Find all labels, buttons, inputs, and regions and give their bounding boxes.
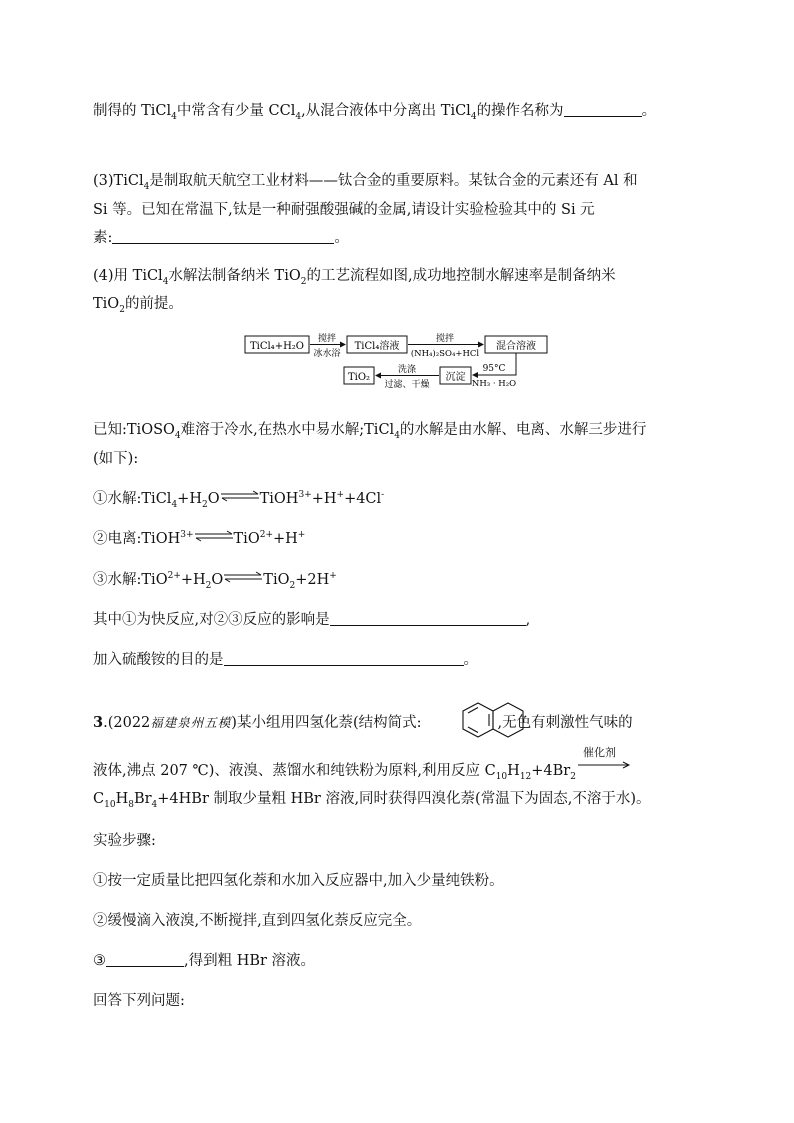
flow-arrow-2 — [408, 332, 483, 359]
superscript: - — [381, 490, 385, 501]
equation-2 — [93, 529, 305, 549]
text-segment: (3)TiCl — [93, 173, 144, 189]
text-segment: O — [211, 572, 224, 588]
flow-arrow-label-top: 洗涤 — [397, 365, 417, 375]
equilibrium-arrow-icon — [223, 571, 263, 583]
subscript: 4 — [171, 499, 178, 510]
text-segment: TiOH — [259, 491, 299, 507]
subscript: 4 — [295, 111, 302, 122]
text-segment: 其中①为快反应,对②③反应的影响是 — [93, 612, 330, 628]
flow-arrow-label-top: 搅拌 — [317, 334, 337, 344]
text-segment: ③ — [93, 953, 106, 969]
flow-box-precipitate — [440, 367, 471, 384]
purpose-question — [93, 650, 478, 670]
tetrahydronaphthalene-structure-icon — [460, 700, 534, 746]
reaction-arrow-icon — [576, 757, 632, 777]
known-line-1 — [93, 420, 646, 440]
flow-box-label: 混合溶液 — [496, 341, 536, 352]
subscript: 4 — [470, 111, 477, 122]
answer-blank[interactable] — [330, 611, 526, 626]
answer-blank[interactable] — [112, 229, 334, 244]
flow-arrow-label-top: 搅拌 — [435, 334, 455, 344]
text-segment: ③水解:TiO — [93, 572, 168, 588]
text-segment: ②缓慢滴入液溴,不断搅拌,直到四氢化萘反应完全。 — [93, 913, 422, 929]
catalyst-label: 催化剂 — [582, 746, 616, 759]
text-segment: +2H — [295, 572, 330, 588]
text-segment: 某小组用四氢化萘(结构简式: — [236, 715, 422, 731]
flow-arrow-label-bottom: 过滤、干燥 — [384, 380, 430, 390]
answer-blank[interactable] — [106, 952, 184, 967]
superscript: + — [297, 530, 306, 541]
equation-1 — [93, 489, 384, 509]
step-3 — [93, 951, 315, 971]
step-2 — [93, 911, 421, 931]
text-segment: 。 — [641, 103, 657, 119]
text-segment: +H — [273, 531, 298, 547]
text-segment: ①按一定质量比把四氢化萘和水加入反应器中,加入少量纯铁粉。 — [93, 873, 504, 889]
flow-box-label: TiCl₄溶液 — [354, 341, 400, 352]
subscript: 4 — [174, 430, 181, 441]
subscript: 2 — [570, 771, 576, 782]
text-segment: TiO — [233, 531, 260, 547]
text-segment: ②电离:TiOH — [93, 531, 181, 547]
text-segment: 中常含有少量 CCl — [176, 103, 296, 119]
subscript: 4 — [171, 111, 177, 122]
text-segment: 的前提。 — [124, 296, 183, 312]
text-segment: (4)用 TiCl — [93, 268, 163, 284]
text-segment: 。 — [463, 652, 478, 668]
catalyst-arrow — [576, 746, 632, 777]
text-segment: H — [507, 763, 520, 779]
subscript: 4 — [151, 799, 158, 810]
q3-line-3 — [93, 228, 349, 248]
text-segment: +H — [311, 491, 337, 507]
text-segment: +4HBr 制取少量粗 HBr 溶液,同时获得四溴化萘(常温下为固态,不溶于水)。 — [157, 791, 651, 807]
text-segment: 实验步骤: — [93, 833, 156, 849]
superscript: 3+ — [298, 490, 312, 501]
equilibrium-arrow-icon — [194, 530, 234, 542]
text-segment: .( — [103, 715, 114, 731]
effect-question — [93, 610, 530, 630]
subscript: 2 — [300, 276, 307, 287]
question-source: 福建泉州五模 — [150, 715, 232, 730]
text-segment: +4Br — [531, 763, 571, 779]
flow-box-mixed-solution — [485, 336, 547, 353]
text-segment: , — [525, 612, 531, 628]
flow-arrow-1 — [310, 332, 345, 359]
q3-line-1 — [93, 171, 638, 191]
flow-box-label: 沉淀 — [445, 372, 466, 383]
text-segment: +4Cl — [344, 491, 382, 507]
flow-box-ticl4-solution — [347, 336, 407, 353]
subscript: 4 — [162, 276, 169, 287]
subscript: 2 — [201, 499, 208, 510]
superscript: 3+ — [180, 530, 194, 541]
text-segment: C — [93, 791, 105, 807]
text-segment: 。 — [334, 230, 349, 246]
flow-box-reactants — [245, 336, 309, 353]
subscript: 10 — [495, 771, 508, 782]
text-segment: Si 等。已知在常温下,钛是一种耐强酸强碱的金属,请设计实验检验其中的 Si 元 — [93, 202, 595, 218]
equation-3 — [93, 570, 337, 590]
question-3-line-1 — [93, 713, 633, 733]
superscript: + — [329, 571, 337, 582]
source-year: 2022 — [113, 715, 151, 731]
known-line-2 — [93, 449, 138, 469]
text-segment: 回答下列问题: — [93, 993, 185, 1009]
question-number: 3 — [93, 714, 104, 731]
text-segment: 水解法制备纳米 TiO — [168, 268, 301, 284]
subscript: 2 — [119, 304, 125, 315]
process-flow-diagram — [240, 330, 560, 398]
text-segment: 加入硫酸铵的目的是 — [93, 652, 224, 668]
superscript: + — [336, 490, 345, 501]
q4-line-2 — [93, 294, 183, 314]
flow-arrow-label-top: 95°C — [482, 364, 506, 374]
subscript: 2 — [289, 580, 296, 591]
text-segment: 是制取航天航空工业材料——钛合金的重要原料。某钛合金的元素还有 Al 和 — [149, 173, 638, 189]
superscript: 2+ — [167, 571, 181, 582]
flow-arrow-4 — [376, 363, 439, 390]
flow-arrow-label-bottom: 冰水浴 — [313, 349, 341, 359]
text-segment: 难溶于冷水,在热水中易水解;TiCl — [180, 422, 395, 438]
question-continuation-line — [93, 101, 656, 121]
text-segment: 的水解是由水解、电离、水解三步进行 — [399, 422, 647, 438]
text-segment: (如下): — [93, 451, 139, 467]
text-segment: 的工艺流程如图,成功地控制水解速率是制备纳米 — [306, 268, 616, 284]
flow-box-tio2 — [344, 367, 374, 384]
subscript: 4 — [394, 430, 400, 441]
subscript: 2 — [205, 580, 212, 591]
question-3-line-3 — [93, 789, 650, 809]
flow-arrow-label-bottom: NH₃ · H₂O — [471, 379, 517, 389]
answer-blank[interactable] — [224, 651, 464, 666]
steps-title — [93, 831, 156, 851]
question-3-line-2 — [93, 746, 632, 782]
text-segment: H — [115, 791, 129, 807]
text-segment: O — [207, 491, 220, 507]
text-segment: 液体,沸点 207 ℃)、液溴、蒸馏水和纯铁粉为原料,利用反应 C — [93, 763, 496, 779]
flow-box-label: TiCl₄+H₂O — [249, 341, 305, 352]
text-segment: ,从混合液体中分离出 TiCl — [301, 103, 471, 119]
text-segment: Br — [133, 791, 152, 807]
text-segment: ) — [231, 715, 237, 731]
text-segment: TiO — [93, 296, 120, 312]
text-segment: 已知:TiOSO — [93, 422, 175, 438]
subscript: 12 — [519, 771, 532, 782]
answer-prompt — [93, 991, 185, 1011]
subscript: 4 — [143, 181, 150, 192]
answer-blank[interactable] — [564, 102, 642, 117]
text-segment: 素: — [93, 230, 113, 246]
q4-line-1 — [93, 266, 616, 286]
text-segment: ,得到粗 HBr 溶液。 — [184, 953, 316, 969]
q3-line-2 — [93, 200, 595, 220]
subscript: 8 — [128, 799, 134, 810]
text-segment: +H — [177, 491, 202, 507]
equilibrium-arrow-icon — [220, 490, 260, 502]
text-segment: +H — [180, 572, 206, 588]
text-segment: ,无色有刺激性气味的 — [497, 715, 633, 731]
text-segment: TiO — [263, 572, 290, 588]
text-segment: 制得的 TiCl — [93, 103, 172, 119]
flow-arrow-label-bottom: (NH₄)₂SO₄+HCl — [410, 349, 480, 359]
flow-box-label: TiO₂ — [347, 372, 371, 383]
subscript: 10 — [104, 799, 116, 810]
step-1 — [93, 871, 504, 891]
text-segment: 的操作名称为 — [476, 103, 564, 119]
superscript: 2+ — [259, 530, 273, 541]
text-segment: ①水解:TiCl — [93, 491, 172, 507]
